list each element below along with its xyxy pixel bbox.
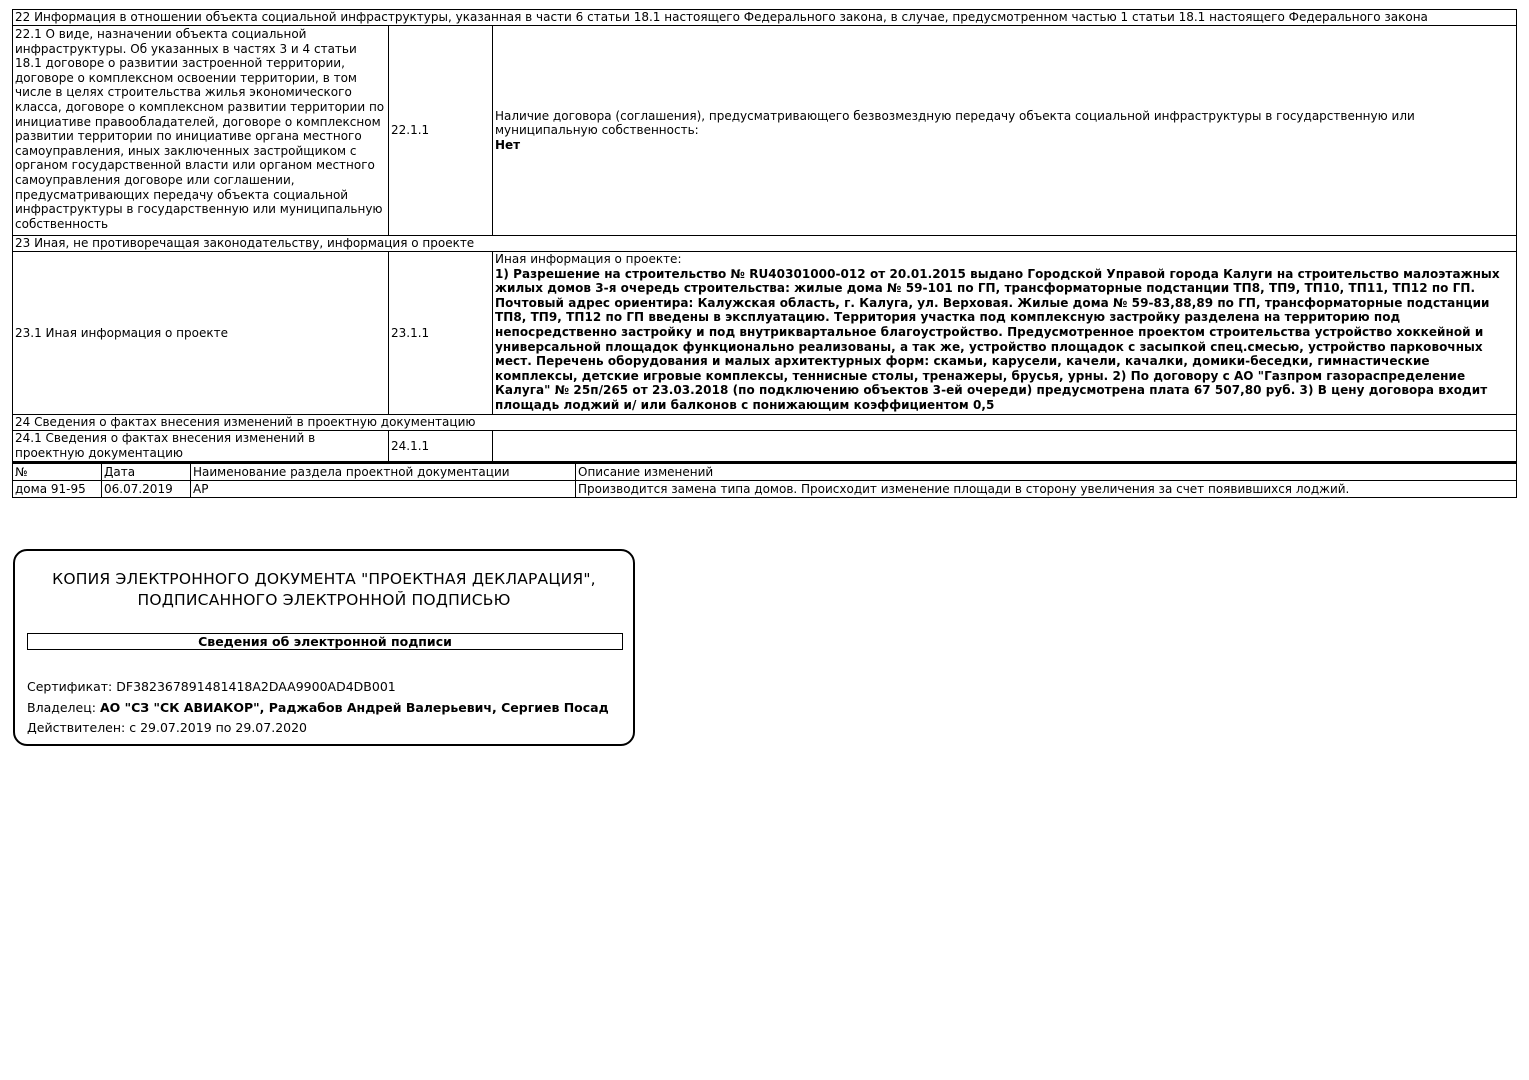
certificate-line xyxy=(27,677,609,698)
changes-col-description: Описание изменений xyxy=(576,463,1517,481)
section23-value-label: Иная информация о проекте: xyxy=(495,252,682,266)
changes-col-section: Наименование раздела проектной документации xyxy=(191,463,576,481)
changes-header-row xyxy=(13,463,1517,481)
section24-header: 24 Сведения о фактах внесения изменений в проектную документацию xyxy=(13,415,1517,431)
valid-value: с 29.07.2019 по 29.07.2020 xyxy=(129,720,308,735)
section23-item-label: 23.1 Иная информация о проекте xyxy=(13,252,389,415)
signature-section-title: Сведения об электронной подписи xyxy=(27,633,623,650)
signature-title-line2: ПОДПИСАННОГО ЭЛЕКТРОННОЙ ПОДПИСЬЮ xyxy=(137,591,511,609)
section22-value-cell xyxy=(493,26,1517,236)
changes-cell-section: АР xyxy=(191,481,576,498)
owner-label: Владелец: xyxy=(27,699,96,715)
section22-item-row xyxy=(13,26,1517,236)
section24-item-label: 24.1 Сведения о фактах внесения изменений в проектную документацию xyxy=(13,431,389,462)
section23-header-row xyxy=(13,236,1517,252)
section22-header: 22 Информация в отношении объекта социальной инфраструктуры, указанная в части 6 статьи 18.1 настоящего Федерального закона, в случае, предусмотренном частью 1 статьи 18.1 настоящего Федерального закона xyxy=(13,10,1517,26)
section22-value-label: Наличие договора (соглашения), предусматривающего безвозмездную передачу объекта социальной инфраструктуры в государственную или муниципальную собственность: xyxy=(495,108,1415,138)
section23-value: 1) Разрешение на строительство № RU40301000-012 от 20.01.2015 выдано Городской Управой города Калуги на строительство малоэтажных жилых домов 3-я очередь строительства: жилые дома № 59-101 по ГП, трансформаторные подстанции ТП8, ТП9, ТП10, ТП11, ТП12 по ГП. Почтовый адрес ориентира: Калужская область, г. Калуга, ул. Верховая. Жилые дома № 59-83,88,89 по ГП, трансформаторные подстанции ТП8, ТП9, ТП12 по ГП введены в эксплуатацию. Территория участка под комплексную застройку разделена на территорию под непосредственно застройку и под внутриквартальное благоустройство. Предусмотренное проектом строительства устройство хоккейной и универсальной площадок функционально реализованы, а так же, устройство площадок с засыпкой спец.смесью, устройство парковочных мест. Перечень оборудования и малых архитектурных форм: скамьи, карусели, качели, качалки, домики-беседки, гимнастические комплексы, детские игровые комплексы, теннисные столы, тренажеры, брусья, урны. 2) По договору с АО "Газпром газораспределение Калуга" № 25п/265 от 23.03.2018 (по подключению объектов 3-ей очереди) предусмотрена плата 67 507,80 руб. 3) В цену договора входит площадь лоджий и/ или балконов с понижающим коэффициентом 0,5 xyxy=(495,266,1500,412)
signature-title xyxy=(15,569,633,611)
owner-line xyxy=(27,698,609,719)
changes-table xyxy=(12,462,1517,498)
section23-item-code: 23.1.1 xyxy=(389,252,493,415)
changes-cell-description: Производится замена типа домов. Происходит изменение площади в сторону увеличения за счет появившихся лоджий. xyxy=(576,481,1517,498)
section24-item-row xyxy=(13,431,1517,462)
changes-col-number: № xyxy=(13,463,102,481)
changes-col-date: Дата xyxy=(102,463,191,481)
section24-item-code: 24.1.1 xyxy=(389,431,493,462)
owner-value: АО "СЗ "СК АВИАКОР", Раджабов Андрей Валерьевич, Сергиев Посад xyxy=(99,699,609,715)
section22-item-label: 22.1 О виде, назначении объекта социальной инфраструктуры. Об указанных в частях 3 и 4 статьи 18.1 договоре о развитии застроенной территории, договоре о комплексном освоении территории, в том числе в целях строительства жилья экономического класса, договоре о комплексном развитии территории по инициативе правообладателей, договоре о комплексном развитии территории по инициативе органа местного самоуправления, иных заключенных застройщиком с органом государственной власти или органом местного самоуправления договоре или соглашении, предусматривающих передачу объекта социальной инфраструктуры в государственную или муниципальную собственность xyxy=(13,26,389,236)
section22-item-code: 22.1.1 xyxy=(389,26,493,236)
table-row xyxy=(13,481,1517,498)
changes-cell-number: дома 91-95 xyxy=(13,481,102,498)
section24-value xyxy=(493,431,1517,462)
section23-header: 23 Иная, не противоречащая законодательству, информация о проекте xyxy=(13,236,1517,252)
signature-details xyxy=(27,677,609,739)
signature-stamp xyxy=(13,549,635,746)
section22-header-row xyxy=(13,10,1517,26)
section24-header-row xyxy=(13,415,1517,431)
certificate-value: DF382367891481418A2DAA9900AD4DB001 xyxy=(116,679,396,694)
changes-cell-date: 06.07.2019 xyxy=(102,481,191,498)
signature-title-line1: КОПИЯ ЭЛЕКТРОННОГО ДОКУМЕНТА "ПРОЕКТНАЯ ДЕКЛАРАЦИЯ", xyxy=(52,570,596,588)
section23-value-cell xyxy=(493,252,1517,415)
certificate-label: Сертификат: xyxy=(27,679,113,694)
section22-value: Нет xyxy=(495,137,521,152)
main-table xyxy=(12,9,1517,462)
valid-label: Действителен: xyxy=(27,720,126,735)
section23-item-row xyxy=(13,252,1517,415)
declaration-sheet xyxy=(12,9,1517,498)
valid-line xyxy=(27,718,609,739)
